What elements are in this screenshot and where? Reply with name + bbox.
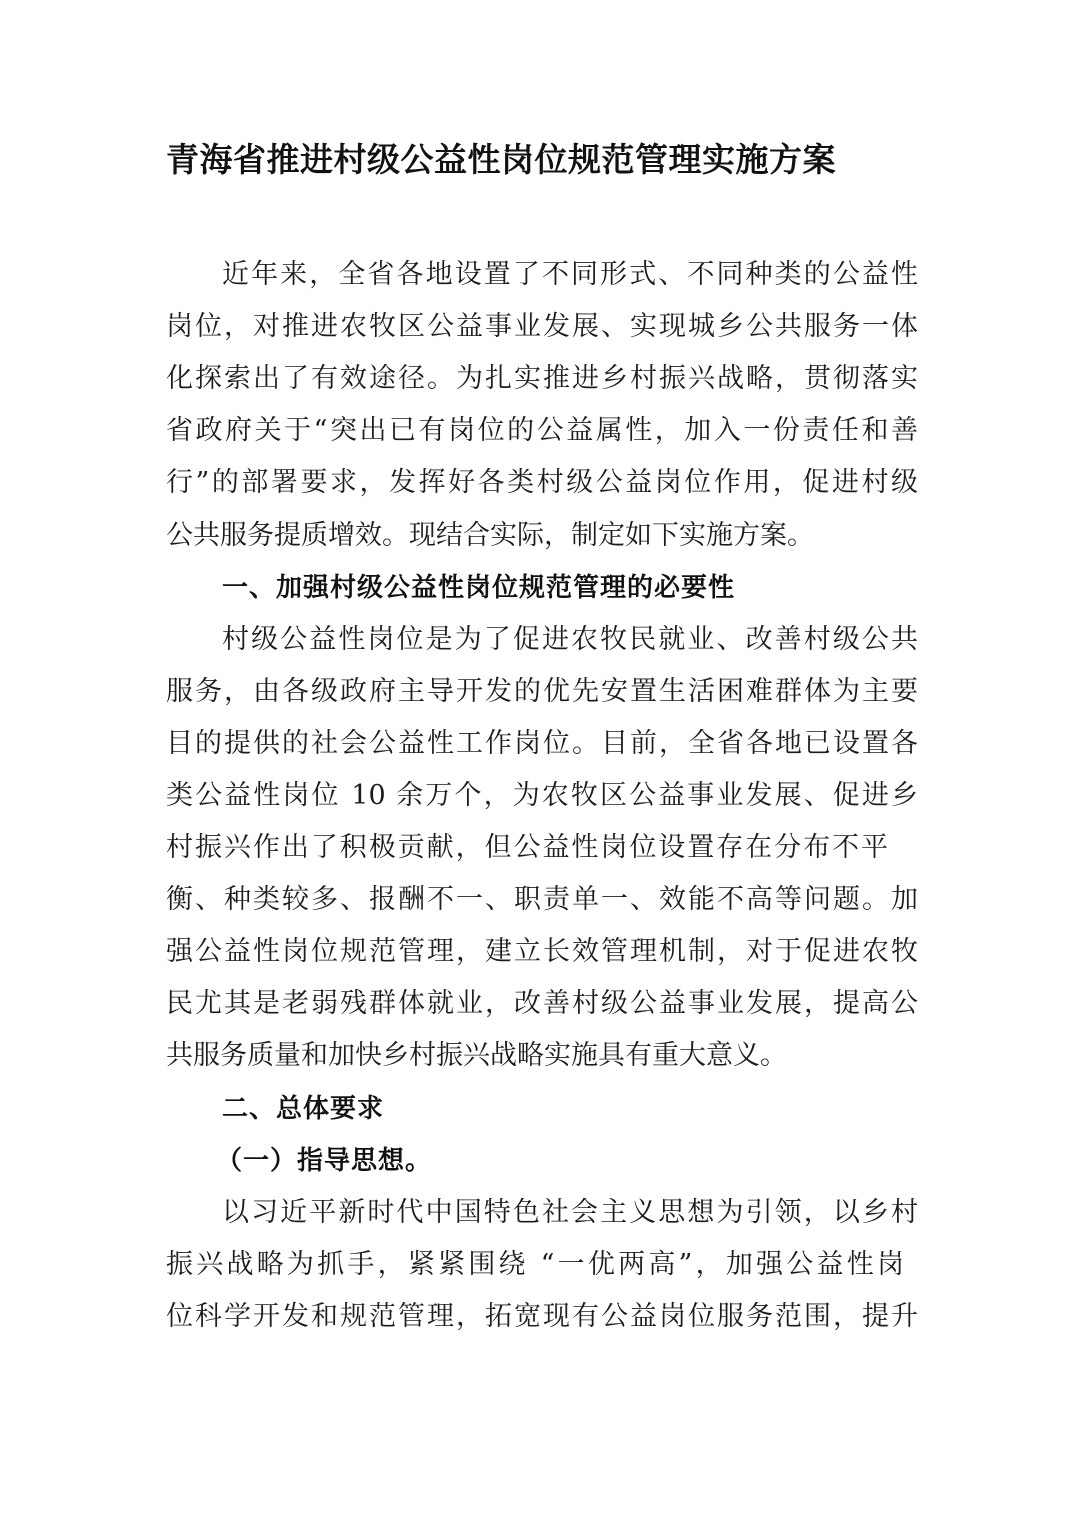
document-title: 青海省推进村级公益性岗位规范管理实施方案 bbox=[166, 140, 836, 179]
paragraph-line: 近年来，全省各地设置了不同形式、不同种类的公益性 bbox=[222, 259, 918, 290]
paragraph-line: 目的提供的社会公益性工作岗位。目前，全省各地已设置各 bbox=[166, 728, 918, 759]
paragraph-line: 岗位，对推进农牧区公益事业发展、实现城乡公共服务一体 bbox=[166, 311, 918, 342]
paragraph-line: 强公益性岗位规范管理，建立长效管理机制，对于促进农牧 bbox=[166, 936, 918, 967]
subsection-heading: （一）指导思想。 bbox=[216, 1146, 433, 1176]
paragraph-line: 服务，由各级政府主导开发的优先安置生活困难群体为主要 bbox=[166, 676, 918, 707]
paragraph-line: 衡、种类较多、报酬不一、职责单一、效能不高等问题。加 bbox=[166, 884, 918, 915]
paragraph-line: 以习近平新时代中国特色社会主义思想为引领，以乡村 bbox=[222, 1197, 918, 1228]
paragraph-line: 行”的部署要求，发挥好各类村级公益岗位作用，促进村级 bbox=[166, 467, 918, 498]
paragraph-line: 公共服务提质增效。现结合实际，制定如下实施方案。 bbox=[166, 520, 814, 551]
paragraph-line: 民尤其是老弱残群体就业，改善村级公益事业发展，提高公 bbox=[166, 988, 918, 1019]
paragraph-line: 村级公益性岗位是为了促进农牧民就业、改善村级公共 bbox=[222, 624, 918, 655]
section-heading: 二、总体要求 bbox=[222, 1094, 385, 1124]
paragraph-line: 省政府关于“突出已有岗位的公益属性，加入一份责任和善 bbox=[166, 415, 918, 446]
paragraph-line: 振兴战略为抓手，紧紧围绕 “一优两高”，加强公益性岗 bbox=[166, 1249, 904, 1280]
paragraph-line: 共服务质量和加快乡村振兴战略实施具有重大意义。 bbox=[166, 1040, 787, 1071]
paragraph-line: 位科学开发和规范管理，拓宽现有公益岗位服务范围，提升 bbox=[166, 1301, 918, 1332]
paragraph-line: 类公益性岗位 10 余万个，为农牧区公益事业发展、促进乡 bbox=[166, 780, 918, 811]
paragraph-line: 化探索出了有效途径。为扎实推进乡村振兴战略，贯彻落实 bbox=[166, 363, 918, 394]
section-heading: 一、加强村级公益性岗位规范管理的必要性 bbox=[222, 573, 736, 603]
paragraph-line: 村振兴作出了积极贡献，但公益性岗位设置存在分布不平 bbox=[166, 832, 888, 863]
